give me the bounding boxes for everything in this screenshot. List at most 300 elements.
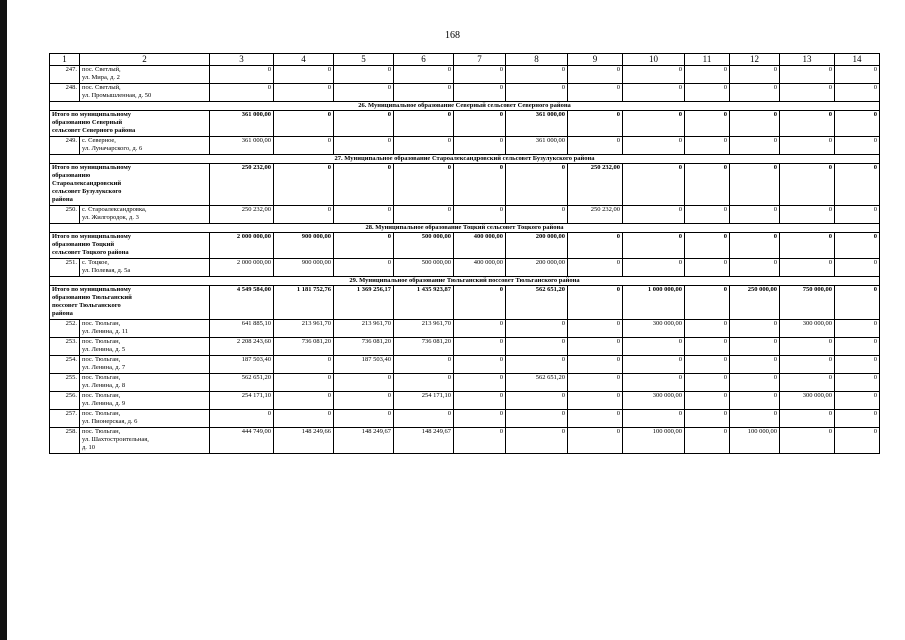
total-row bbox=[50, 164, 880, 206]
value-cell: 100 000,00 bbox=[623, 428, 685, 454]
value-cell: 0 bbox=[685, 286, 730, 320]
value-cell: 300 000,00 bbox=[780, 392, 835, 410]
row-index: 255. bbox=[50, 374, 80, 392]
value-cell: 0 bbox=[506, 392, 568, 410]
address-line: ул. Ленина, д. 8 bbox=[82, 382, 126, 389]
value-cell: 0 bbox=[835, 320, 880, 338]
value-cell: 0 bbox=[835, 410, 880, 428]
value-cell: 0 bbox=[835, 338, 880, 356]
value-cell: 0 bbox=[454, 356, 506, 374]
value-cell: 300 000,00 bbox=[623, 320, 685, 338]
page-edge-bar bbox=[0, 0, 7, 640]
value-cell: 0 bbox=[780, 338, 835, 356]
value-cell: 0 bbox=[835, 428, 880, 454]
value-cell: 0 bbox=[210, 66, 274, 84]
address-line: ул. Ленина, д. 9 bbox=[82, 400, 126, 407]
value-cell: 250 232,00 bbox=[568, 206, 623, 224]
value-cell: 148 249,67 bbox=[334, 428, 394, 454]
address-line: пос. Тюльган, bbox=[82, 338, 121, 345]
value-cell: 0 bbox=[506, 338, 568, 356]
address-cell bbox=[80, 428, 210, 454]
value-cell: 0 bbox=[334, 374, 394, 392]
value-cell: 2 000 000,00 bbox=[210, 259, 274, 277]
column-header: 7 bbox=[454, 54, 506, 66]
value-cell: 0 bbox=[685, 111, 730, 137]
address-line: ул. Ленина, д. 7 bbox=[82, 364, 126, 371]
value-cell: 0 bbox=[334, 206, 394, 224]
value-cell: 0 bbox=[623, 356, 685, 374]
value-cell: 0 bbox=[394, 84, 454, 102]
value-cell: 0 bbox=[454, 374, 506, 392]
value-cell: 0 bbox=[394, 374, 454, 392]
section-header-row bbox=[50, 102, 880, 111]
table-row bbox=[50, 356, 880, 374]
value-cell: 0 bbox=[394, 410, 454, 428]
value-cell: 0 bbox=[334, 233, 394, 259]
column-header: 6 bbox=[394, 54, 454, 66]
table-row bbox=[50, 320, 880, 338]
value-cell: 0 bbox=[568, 137, 623, 155]
address-line: ул. Ленина, д. 11 bbox=[82, 328, 129, 335]
address-line: ул. Мира, д. 2 bbox=[82, 74, 120, 81]
value-cell: 0 bbox=[506, 206, 568, 224]
value-cell: 2 000 000,00 bbox=[210, 233, 274, 259]
value-cell: 0 bbox=[394, 66, 454, 84]
value-cell: 0 bbox=[394, 206, 454, 224]
value-cell: 0 bbox=[835, 137, 880, 155]
value-cell: 254 171,10 bbox=[394, 392, 454, 410]
value-cell: 0 bbox=[685, 338, 730, 356]
row-index: 248. bbox=[50, 84, 80, 102]
value-cell: 0 bbox=[730, 259, 780, 277]
value-cell: 0 bbox=[506, 356, 568, 374]
value-cell: 254 171,10 bbox=[210, 392, 274, 410]
value-cell: 0 bbox=[780, 206, 835, 224]
column-header-row bbox=[50, 54, 880, 66]
value-cell: 1 000 000,00 bbox=[623, 286, 685, 320]
value-cell: 0 bbox=[780, 66, 835, 84]
value-cell: 300 000,00 bbox=[623, 392, 685, 410]
value-cell: 0 bbox=[334, 111, 394, 137]
value-cell: 0 bbox=[730, 356, 780, 374]
value-cell: 0 bbox=[730, 164, 780, 206]
value-cell: 0 bbox=[568, 84, 623, 102]
value-cell: 0 bbox=[454, 137, 506, 155]
value-cell: 0 bbox=[623, 164, 685, 206]
value-cell: 0 bbox=[274, 111, 334, 137]
column-header: 14 bbox=[835, 54, 880, 66]
value-cell: 0 bbox=[623, 111, 685, 137]
value-cell: 500 000,00 bbox=[394, 233, 454, 259]
value-cell: 0 bbox=[623, 66, 685, 84]
value-cell: 0 bbox=[730, 137, 780, 155]
value-cell: 0 bbox=[568, 356, 623, 374]
value-cell: 0 bbox=[568, 428, 623, 454]
value-cell: 0 bbox=[835, 259, 880, 277]
column-header: 8 bbox=[506, 54, 568, 66]
value-cell: 0 bbox=[685, 233, 730, 259]
total-label-line: образованию Северный bbox=[52, 119, 123, 126]
address-line: ул. Пионерская, д. 6 bbox=[82, 418, 138, 425]
total-label-line: сельсовет Северного района bbox=[52, 127, 136, 134]
value-cell: 736 081,20 bbox=[334, 338, 394, 356]
section-header-row bbox=[50, 277, 880, 286]
value-cell: 1 435 923,87 bbox=[394, 286, 454, 320]
total-label-line: района bbox=[52, 310, 73, 317]
value-cell: 0 bbox=[454, 164, 506, 206]
value-cell: 361 000,00 bbox=[210, 111, 274, 137]
value-cell: 0 bbox=[454, 338, 506, 356]
value-cell: 0 bbox=[780, 356, 835, 374]
value-cell: 148 249,66 bbox=[274, 428, 334, 454]
value-cell: 0 bbox=[210, 84, 274, 102]
value-cell: 0 bbox=[506, 410, 568, 428]
value-cell: 0 bbox=[568, 338, 623, 356]
address-cell bbox=[80, 338, 210, 356]
row-index: 254. bbox=[50, 356, 80, 374]
value-cell: 0 bbox=[454, 286, 506, 320]
total-label-line: сельсовет Бузулукского bbox=[52, 188, 122, 195]
value-cell: 0 bbox=[274, 374, 334, 392]
value-cell: 0 bbox=[274, 66, 334, 84]
value-cell: 0 bbox=[835, 286, 880, 320]
value-cell: 0 bbox=[568, 392, 623, 410]
value-cell: 0 bbox=[454, 66, 506, 84]
column-header: 2 bbox=[80, 54, 210, 66]
value-cell: 0 bbox=[506, 66, 568, 84]
value-cell: 0 bbox=[274, 206, 334, 224]
value-cell: 0 bbox=[334, 137, 394, 155]
total-label bbox=[50, 111, 210, 137]
row-index: 251. bbox=[50, 259, 80, 277]
value-cell: 361 000,00 bbox=[506, 111, 568, 137]
value-cell: 0 bbox=[394, 356, 454, 374]
value-cell: 0 bbox=[730, 320, 780, 338]
value-cell: 2 208 243,60 bbox=[210, 338, 274, 356]
address-line: пос. Тюльган, bbox=[82, 392, 121, 399]
value-cell: 0 bbox=[454, 428, 506, 454]
value-cell: 750 000,00 bbox=[780, 286, 835, 320]
total-label-line: Итого по муниципальному bbox=[52, 164, 132, 171]
table-row bbox=[50, 206, 880, 224]
value-cell: 0 bbox=[568, 320, 623, 338]
value-cell: 0 bbox=[730, 392, 780, 410]
total-label-line: Итого по муниципальному bbox=[52, 286, 132, 293]
value-cell: 0 bbox=[506, 84, 568, 102]
value-cell: 736 081,20 bbox=[274, 338, 334, 356]
table-row bbox=[50, 84, 880, 102]
value-cell: 0 bbox=[730, 338, 780, 356]
address-cell bbox=[80, 392, 210, 410]
value-cell: 0 bbox=[730, 66, 780, 84]
value-cell: 0 bbox=[334, 84, 394, 102]
value-cell: 0 bbox=[274, 392, 334, 410]
total-label-line: района bbox=[52, 196, 73, 203]
value-cell: 0 bbox=[623, 84, 685, 102]
column-header: 11 bbox=[685, 54, 730, 66]
value-cell: 0 bbox=[835, 356, 880, 374]
table-row bbox=[50, 259, 880, 277]
value-cell: 200 000,00 bbox=[506, 259, 568, 277]
total-label-line: образованию Тюльганский bbox=[52, 294, 132, 301]
page-number: 168 bbox=[445, 30, 460, 41]
value-cell: 0 bbox=[623, 206, 685, 224]
value-cell: 562 651,20 bbox=[506, 286, 568, 320]
total-label-line: образованию Тоцкий bbox=[52, 241, 115, 248]
value-cell: 0 bbox=[685, 392, 730, 410]
address-cell bbox=[80, 320, 210, 338]
table-row bbox=[50, 374, 880, 392]
value-cell: 562 651,20 bbox=[210, 374, 274, 392]
row-index: 253. bbox=[50, 338, 80, 356]
value-cell: 0 bbox=[730, 84, 780, 102]
row-index: 249. bbox=[50, 137, 80, 155]
address-line: пос. Светлый, bbox=[82, 84, 121, 91]
value-cell: 0 bbox=[685, 410, 730, 428]
address-cell bbox=[80, 206, 210, 224]
value-cell: 400 000,00 bbox=[454, 259, 506, 277]
row-index: 250. bbox=[50, 206, 80, 224]
value-cell: 641 885,10 bbox=[210, 320, 274, 338]
value-cell: 0 bbox=[623, 259, 685, 277]
address-line: пос. Тюльган, bbox=[82, 374, 121, 381]
total-label bbox=[50, 233, 210, 259]
value-cell: 0 bbox=[780, 164, 835, 206]
value-cell: 0 bbox=[334, 164, 394, 206]
column-header: 4 bbox=[274, 54, 334, 66]
value-cell: 0 bbox=[835, 233, 880, 259]
value-cell: 400 000,00 bbox=[454, 233, 506, 259]
column-header: 10 bbox=[623, 54, 685, 66]
column-header: 5 bbox=[334, 54, 394, 66]
section-title: 26. Муниципальное образование Северный сельсовет Северного района bbox=[50, 102, 880, 111]
value-cell: 0 bbox=[506, 320, 568, 338]
value-cell: 0 bbox=[568, 259, 623, 277]
row-index: 257. bbox=[50, 410, 80, 428]
value-cell: 0 bbox=[685, 320, 730, 338]
address-line: ул. Луначарского, д. 6 bbox=[82, 145, 143, 152]
total-label bbox=[50, 286, 210, 320]
value-cell: 0 bbox=[568, 410, 623, 428]
table-row bbox=[50, 410, 880, 428]
address-line: с. Северное, bbox=[82, 137, 116, 144]
value-cell: 0 bbox=[623, 137, 685, 155]
table-row bbox=[50, 428, 880, 454]
value-cell: 0 bbox=[454, 410, 506, 428]
value-cell: 0 bbox=[730, 111, 780, 137]
value-cell: 0 bbox=[506, 428, 568, 454]
address-cell bbox=[80, 356, 210, 374]
value-cell: 250 232,00 bbox=[210, 164, 274, 206]
value-cell: 0 bbox=[685, 84, 730, 102]
row-index: 256. bbox=[50, 392, 80, 410]
value-cell: 0 bbox=[835, 84, 880, 102]
value-cell: 0 bbox=[274, 137, 334, 155]
value-cell: 0 bbox=[274, 410, 334, 428]
value-cell: 0 bbox=[623, 233, 685, 259]
value-cell: 0 bbox=[274, 356, 334, 374]
value-cell: 0 bbox=[835, 206, 880, 224]
value-cell: 0 bbox=[274, 164, 334, 206]
row-index: 258. bbox=[50, 428, 80, 454]
value-cell: 0 bbox=[568, 233, 623, 259]
address-line: пос. Светлый, bbox=[82, 66, 121, 73]
value-cell: 250 000,00 bbox=[730, 286, 780, 320]
value-cell: 0 bbox=[685, 356, 730, 374]
address-line: с. Тоцкое, bbox=[82, 259, 110, 266]
address-cell bbox=[80, 84, 210, 102]
value-cell: 100 000,00 bbox=[730, 428, 780, 454]
value-cell: 0 bbox=[780, 259, 835, 277]
address-line: пос. Тюльган, bbox=[82, 428, 121, 435]
value-cell: 0 bbox=[730, 233, 780, 259]
table-row bbox=[50, 338, 880, 356]
value-cell: 0 bbox=[568, 286, 623, 320]
value-cell: 0 bbox=[454, 84, 506, 102]
total-label-line: поссовет Тюльганского bbox=[52, 302, 121, 309]
value-cell: 187 503,40 bbox=[334, 356, 394, 374]
value-cell: 900 000,00 bbox=[274, 233, 334, 259]
value-cell: 0 bbox=[835, 66, 880, 84]
value-cell: 444 749,00 bbox=[210, 428, 274, 454]
value-cell: 0 bbox=[780, 374, 835, 392]
value-cell: 0 bbox=[274, 84, 334, 102]
value-cell: 200 000,00 bbox=[506, 233, 568, 259]
column-header: 1 bbox=[50, 54, 80, 66]
value-cell: 250 232,00 bbox=[210, 206, 274, 224]
row-index: 247. bbox=[50, 66, 80, 84]
value-cell: 0 bbox=[334, 66, 394, 84]
value-cell: 0 bbox=[685, 66, 730, 84]
total-label-line: сельсовет Тоцкого района bbox=[52, 249, 129, 256]
value-cell: 0 bbox=[685, 374, 730, 392]
value-cell: 0 bbox=[780, 428, 835, 454]
value-cell: 0 bbox=[394, 111, 454, 137]
section-header-row bbox=[50, 224, 880, 233]
address-line: ул. Жилгородок, д. 3 bbox=[82, 214, 139, 221]
table-row bbox=[50, 392, 880, 410]
value-cell: 213 961,70 bbox=[394, 320, 454, 338]
value-cell: 4 549 584,00 bbox=[210, 286, 274, 320]
value-cell: 148 249,67 bbox=[394, 428, 454, 454]
value-cell: 250 232,00 bbox=[568, 164, 623, 206]
value-cell: 736 081,20 bbox=[394, 338, 454, 356]
value-cell: 0 bbox=[835, 374, 880, 392]
value-cell: 900 000,00 bbox=[274, 259, 334, 277]
value-cell: 0 bbox=[334, 392, 394, 410]
address-line: ул. Промышленная, д. 50 bbox=[82, 92, 152, 99]
address-line: пос. Тюльган, bbox=[82, 356, 121, 363]
value-cell: 0 bbox=[685, 428, 730, 454]
value-cell: 361 000,00 bbox=[210, 137, 274, 155]
total-row bbox=[50, 111, 880, 137]
value-cell: 0 bbox=[334, 259, 394, 277]
value-cell: 0 bbox=[454, 320, 506, 338]
value-cell: 213 961,70 bbox=[274, 320, 334, 338]
total-row bbox=[50, 233, 880, 259]
value-cell: 0 bbox=[623, 338, 685, 356]
value-cell: 0 bbox=[780, 233, 835, 259]
total-label-line: Итого по муниципальному bbox=[52, 111, 132, 118]
value-cell: 0 bbox=[730, 410, 780, 428]
value-cell: 300 000,00 bbox=[780, 320, 835, 338]
total-label bbox=[50, 164, 210, 206]
value-cell: 0 bbox=[780, 410, 835, 428]
value-cell: 0 bbox=[394, 137, 454, 155]
address-cell bbox=[80, 374, 210, 392]
section-title: 28. Муниципальное образование Тоцкий сельсовет Тоцкого района bbox=[50, 224, 880, 233]
address-line: ул. Полевая, д. 5а bbox=[82, 267, 131, 274]
address-line: ул. Шахтостроительная, bbox=[82, 436, 149, 443]
address-line: с. Староалександровка, bbox=[82, 206, 147, 213]
value-cell: 0 bbox=[568, 66, 623, 84]
value-cell: 0 bbox=[685, 206, 730, 224]
value-cell: 0 bbox=[835, 111, 880, 137]
address-cell bbox=[80, 410, 210, 428]
value-cell: 0 bbox=[454, 392, 506, 410]
value-cell: 0 bbox=[780, 84, 835, 102]
value-cell: 1 181 752,76 bbox=[274, 286, 334, 320]
value-cell: 0 bbox=[394, 164, 454, 206]
value-cell: 213 961,70 bbox=[334, 320, 394, 338]
address-line: пос. Тюльган, bbox=[82, 410, 121, 417]
address-line: д. 10 bbox=[82, 444, 96, 451]
value-cell: 0 bbox=[730, 206, 780, 224]
total-row bbox=[50, 286, 880, 320]
value-cell: 0 bbox=[623, 374, 685, 392]
value-cell: 0 bbox=[685, 137, 730, 155]
value-cell: 0 bbox=[730, 374, 780, 392]
address-cell bbox=[80, 137, 210, 155]
value-cell: 0 bbox=[623, 410, 685, 428]
value-cell: 0 bbox=[506, 164, 568, 206]
value-cell: 1 369 256,17 bbox=[334, 286, 394, 320]
table-row bbox=[50, 137, 880, 155]
column-header: 12 bbox=[730, 54, 780, 66]
column-header: 9 bbox=[568, 54, 623, 66]
table-row bbox=[50, 66, 880, 84]
data-table bbox=[49, 53, 880, 454]
value-cell: 0 bbox=[334, 410, 394, 428]
value-cell: 0 bbox=[685, 259, 730, 277]
value-cell: 0 bbox=[685, 164, 730, 206]
address-line: пос. Тюльган, bbox=[82, 320, 121, 327]
value-cell: 0 bbox=[454, 206, 506, 224]
value-cell: 0 bbox=[454, 111, 506, 137]
total-label-line: образованию bbox=[52, 172, 91, 179]
address-line: ул. Ленина, д. 5 bbox=[82, 346, 126, 353]
value-cell: 500 000,00 bbox=[394, 259, 454, 277]
value-cell: 0 bbox=[210, 410, 274, 428]
column-header: 3 bbox=[210, 54, 274, 66]
total-label-line: Староалександровский bbox=[52, 180, 122, 187]
row-index: 252. bbox=[50, 320, 80, 338]
value-cell: 361 000,00 bbox=[506, 137, 568, 155]
value-cell: 0 bbox=[568, 111, 623, 137]
address-cell bbox=[80, 259, 210, 277]
value-cell: 0 bbox=[835, 164, 880, 206]
total-label-line: Итого по муниципальному bbox=[52, 233, 132, 240]
section-header-row bbox=[50, 155, 880, 164]
value-cell: 562 651,20 bbox=[506, 374, 568, 392]
value-cell: 187 503,40 bbox=[210, 356, 274, 374]
section-title: 27. Муниципальное образование Староалександровский сельсовет Бузулукского района bbox=[50, 155, 880, 164]
value-cell: 0 bbox=[835, 392, 880, 410]
value-cell: 0 bbox=[780, 137, 835, 155]
address-cell bbox=[80, 66, 210, 84]
section-title: 29. Муниципальное образование Тюльганский поссовет Тюльганского района bbox=[50, 277, 880, 286]
value-cell: 0 bbox=[780, 111, 835, 137]
